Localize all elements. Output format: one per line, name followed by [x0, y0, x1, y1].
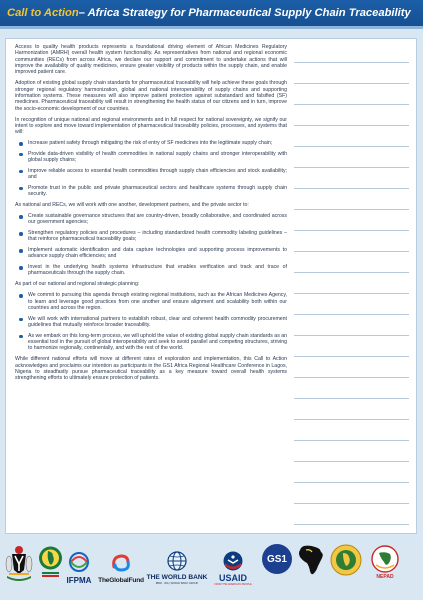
global-fund-icon: [110, 553, 132, 573]
standards-paragraph: Adoption of existing global supply chain standards for pharmaceutical traceability will help achieve these goals through stronger regional regulatory harmonization, global and national interoperability of supply chains and supporting information systems. These measures will also improve patient protection against substandard and falsified (SF) medicines. Pharmaceutical traceability will result in strengthening the health status of our citizens and in turn, improve the socio-economic development of our countries.: [15, 80, 287, 112]
world-bank-label: THE WORLD BANK: [146, 574, 208, 581]
signature-line: [294, 524, 409, 525]
signature-line: [294, 230, 409, 231]
goals-list: [15, 140, 287, 197]
nepad-icon: [370, 545, 400, 573]
list-item: Improve reliable access to essential health commodities through supply chain efficiencies and stock availability; and: [15, 168, 287, 181]
signature-line: [294, 62, 409, 63]
bullet-icon: [19, 335, 23, 339]
signature-line: [294, 104, 409, 105]
signature-line: [294, 356, 409, 357]
list-item: We will work with international partners to establish robust, clear and coherent health commodity procurement guidelines that mutually reinforce broader traceability.: [15, 316, 287, 329]
intro-paragraph: Access to quality health products represents a foundational driving element of African Medicines Regulatory Harmonization (AMRH) overall health system functionality. As representatives from national and regional economic communities (RECs) from across Africa, we declare our support and commitment to undertake actions that will improve the availability of quality medicines, ensure greater visibility of products within the supply chain, and enable improved patient care.: [15, 44, 287, 76]
signature-line: [294, 272, 409, 273]
signature-line: [294, 314, 409, 315]
title-text: – Africa Strategy for Pharmaceutical Supply Chain Traceability: [78, 7, 411, 19]
african-union-emblem-logo: [330, 544, 362, 576]
nepad-label: NEPAD: [376, 573, 394, 580]
nigeria-coat-of-arms-logo: [3, 544, 35, 584]
bullet-icon: [19, 294, 23, 298]
bullet-icon: [19, 170, 23, 174]
seal-icon: [38, 542, 63, 580]
list-item: Implement automatic identification and data capture technologies and supporting process improvements to advance supply chain efficiencies; and: [15, 247, 287, 260]
recognition-paragraph: In recognition of unique national and regional environments and in full respect for national sovereignty, we signify our intent to explore and move toward implementation of pharmaceutical traceability policies, processes, and systems that will:: [15, 116, 287, 136]
bullet-icon: [19, 187, 23, 191]
list-item: As we embark on this long-term process, we will uphold the value of existing global supply chain standards as an essential tool in the pursuit of global interoperability and seek to avoid parallel and competing structures, striving to harmonize regionally, continentally, and with the rest of the world.: [15, 333, 287, 352]
bullet-icon: [19, 232, 23, 236]
signature-line: [294, 146, 409, 147]
bullet-icon: [19, 249, 23, 253]
list-item: Promote trust in the public and private pharmaceutical sectors and healthcare systems through supply chain security.: [15, 185, 287, 198]
signature-line: [294, 209, 409, 210]
list-item: We commit to pursuing this agenda through existing regional institutions, such as the African Medicines Agency, to learn and leverage good practices from one another and ensure alignment and scalability both within our countries and across the region.: [15, 292, 287, 311]
usaid-logo: [209, 546, 257, 590]
african-union-seal-logo: [38, 542, 63, 580]
bullet-icon: [19, 215, 23, 219]
bullet-icon: [19, 153, 23, 157]
actions-list: [15, 213, 287, 277]
list-item: Invest in the underlying health systems infrastructure that enables verification and track and trace of pharmaceuticals through the supply chain.: [15, 264, 287, 277]
list-item: Increase patient safety through mitigating the risk of entry of SF medicines into the legitimate supply chain;: [15, 140, 287, 146]
list-item: Provide data-driven visibility of health commodities in national supply chains and stronger interoperability with global supply chains;: [15, 151, 287, 164]
bullet-icon: [19, 266, 23, 270]
global-fund-logo: [96, 546, 146, 590]
signature-line: [294, 167, 409, 168]
gs1-logo: [262, 544, 292, 574]
signature-line: [294, 335, 409, 336]
planning-paragraph: As part of our national and regional strategic planning:: [15, 281, 140, 288]
banner-divider: [0, 26, 423, 29]
world-bank-logo: [148, 546, 206, 590]
signature-line: [294, 83, 409, 84]
usaid-subtitle: FROM THE AMERICAN PEOPLE: [214, 582, 252, 586]
closing-paragraph: While different national efforts will move at different rates of exploration and implementation, this Call to Action acknowledges and proclaims our intention as participants in the GS1 Africa Regional Healthcare Conference in Lagos, Nigeria to steadfastly pursue pharmaceutical traceability as a key measure toward overall health systems strengthening efforts to ultimately ensure protection of patients.: [15, 356, 287, 382]
bullet-icon: [19, 142, 23, 146]
signature-line: [294, 419, 409, 420]
signature-line: [294, 482, 409, 483]
world-bank-subtitle: IBRD · IDA | WORLD BANK GROUP: [155, 582, 199, 585]
africa-map-icon: [296, 544, 326, 576]
collaboration-paragraph: As national and RECs, we will work with one another, development partners, and the private sector to:: [15, 202, 249, 209]
africa-map-logo: [296, 544, 326, 576]
ifpma-label: IFPMA: [66, 575, 92, 585]
signature-line: [294, 251, 409, 252]
coat-of-arms-icon: [3, 544, 35, 584]
globe-icon: [166, 551, 188, 571]
signature-line: [294, 293, 409, 294]
signature-line: [294, 398, 409, 399]
usaid-label: USAID: [218, 572, 247, 583]
usaid-seal-icon: [222, 551, 244, 571]
signature-line: [294, 188, 409, 189]
ifpma-icon: [66, 552, 92, 572]
gs1-label: GS1: [266, 553, 287, 565]
list-item: Create sustainable governance structures that are country-driven, broadly collaborative, and coordinated across our government agencies;: [15, 213, 287, 226]
partner-logos: [0, 538, 423, 600]
signature-lines: [294, 40, 409, 530]
call-to-action-text: [15, 44, 287, 386]
global-fund-label: TheGlobalFund: [98, 576, 144, 584]
bullet-icon: [19, 318, 23, 322]
ifpma-logo: [64, 546, 94, 590]
au-emblem-icon: [330, 544, 362, 576]
signature-line: [294, 461, 409, 462]
signature-line: [294, 440, 409, 441]
commitments-list: [15, 292, 287, 351]
signature-line: [294, 503, 409, 504]
signature-line: [294, 377, 409, 378]
signature-line: [294, 125, 409, 126]
title-banner: [0, 0, 423, 26]
list-item: Strengthen regulatory policies and procedures – including standardized health commodity labeling guidelines – that reinforce pharmaceutical traceability goals;: [15, 230, 287, 243]
nepad-logo: [366, 542, 404, 582]
title-accent: Call to Action: [7, 7, 79, 19]
